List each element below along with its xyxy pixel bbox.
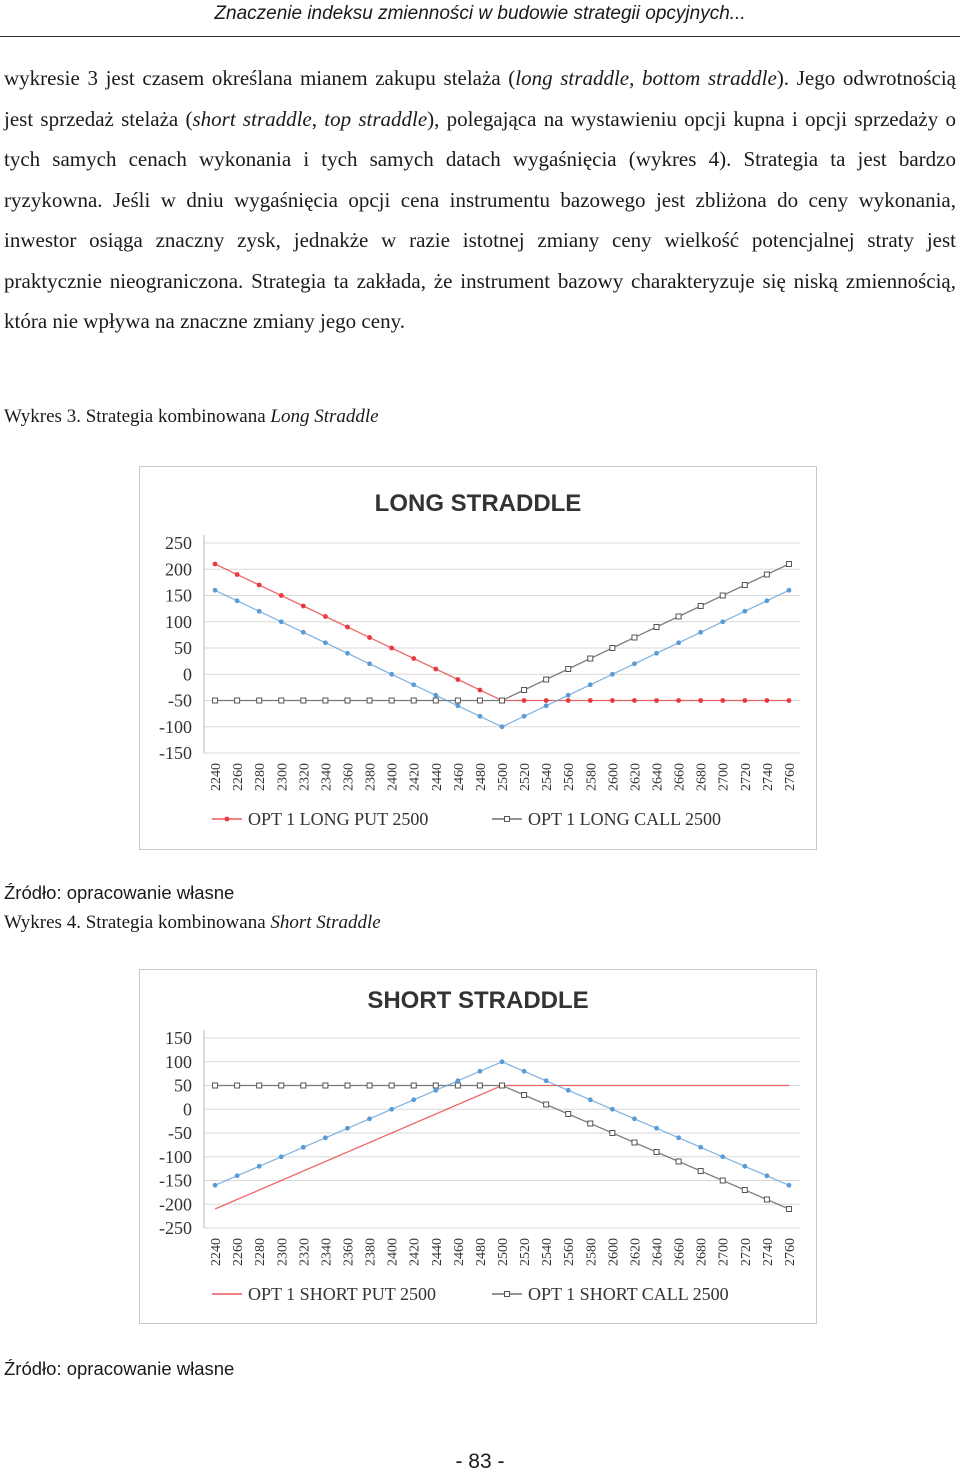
x-tick-label: 2560	[562, 763, 578, 791]
y-tick-label: -150	[159, 743, 192, 763]
data-point	[433, 667, 438, 672]
data-point	[213, 562, 218, 567]
body-text-italic-3: top straddle	[324, 106, 428, 131]
data-point	[742, 1188, 747, 1193]
x-tick-label: 2400	[385, 763, 401, 791]
x-tick-label: 2300	[275, 763, 291, 791]
legend-label: OPT 1 SHORT PUT 2500	[248, 1284, 436, 1304]
data-point	[764, 1197, 769, 1202]
data-point	[676, 1159, 681, 1164]
legend-marker	[505, 817, 510, 822]
y-tick-label: 200	[165, 559, 192, 580]
y-tick-label: 50	[174, 1075, 192, 1096]
x-tick-label: 2320	[297, 1238, 313, 1266]
x-tick-label: 2360	[341, 763, 357, 791]
data-point	[500, 698, 505, 703]
data-point	[676, 614, 681, 619]
data-point	[279, 619, 284, 624]
data-point	[610, 698, 615, 703]
data-point	[786, 562, 791, 567]
x-tick-label: 2360	[341, 1238, 357, 1266]
data-point	[588, 1097, 593, 1102]
data-point	[610, 646, 615, 651]
y-tick-label: -50	[168, 1123, 192, 1143]
data-point	[323, 698, 328, 703]
chart-title: LONG STRADDLE	[374, 490, 582, 517]
data-point	[544, 1078, 549, 1083]
data-point	[345, 651, 350, 656]
y-tick-label: 0	[183, 1099, 192, 1120]
x-tick-label: 2660	[672, 763, 688, 791]
data-point	[411, 1097, 416, 1102]
x-tick-label: 2680	[694, 763, 710, 791]
body-text-4: ), polegająca na wystawieniu opcji kupna i opcji sprzedaży o tych samych cenach wykonania i tych samych datach wygaśnięcia (wykres 4). Strategia ta jest bardzo ryzykowna. Jeśli w dniu wygaśnięcia opcji cena instrumentu bazowego jest zbliżona do ceny wykonania, inwestor osiąga znaczny zysk, jednakże w razie istotnej zmiany ceny wielkość potencjalnej straty jest praktycznie nieograniczona. Strategia ta zakłada, że instrument bazowy charakteryzuje się niską zmiennością, która nie wpływa na znaczne zmiany jego ceny.	[4, 106, 956, 333]
data-point	[323, 1135, 328, 1140]
data-point	[698, 1169, 703, 1174]
data-point	[478, 688, 483, 693]
data-point	[654, 1150, 659, 1155]
data-point	[257, 698, 262, 703]
long-straddle-chart	[139, 466, 817, 850]
x-tick-label: 2320	[297, 763, 313, 791]
data-point	[367, 1083, 372, 1088]
data-point	[389, 672, 394, 677]
x-tick-label: 2260	[231, 1238, 247, 1266]
x-tick-label: 2560	[562, 1238, 578, 1266]
data-point	[345, 625, 350, 630]
data-point	[433, 1083, 438, 1088]
data-point	[367, 698, 372, 703]
data-point	[787, 1183, 792, 1188]
data-point	[742, 1164, 747, 1169]
x-tick-label: 2740	[760, 763, 776, 791]
body-text-italic-2: short straddle	[192, 106, 312, 131]
series-line-2	[215, 1062, 789, 1186]
x-tick-label: 2480	[473, 763, 489, 791]
series-line-2	[215, 590, 789, 727]
data-point	[433, 698, 438, 703]
y-tick-label: 100	[165, 611, 192, 632]
data-point	[544, 698, 549, 703]
data-point	[477, 698, 482, 703]
legend-label: OPT 1 SHORT CALL 2500	[528, 1284, 729, 1304]
x-tick-label: 2640	[650, 1238, 666, 1266]
y-tick-label: -150	[159, 1170, 192, 1191]
data-point	[301, 604, 306, 609]
y-tick-label: 0	[183, 664, 192, 685]
data-point	[301, 1083, 306, 1088]
header-rule	[0, 36, 960, 37]
data-point	[478, 714, 483, 719]
data-point	[522, 1069, 527, 1074]
data-point	[257, 1164, 262, 1169]
data-point	[411, 682, 416, 687]
data-point	[345, 1083, 350, 1088]
data-point	[367, 661, 372, 666]
data-point	[676, 698, 681, 703]
long-straddle-chart-svg	[140, 467, 816, 849]
x-tick-label: 2620	[628, 1238, 644, 1266]
x-tick-label: 2460	[451, 763, 467, 791]
legend-marker	[505, 1292, 510, 1297]
data-point	[455, 1078, 460, 1083]
x-tick-label: 2460	[451, 1238, 467, 1266]
legend-marker	[225, 817, 230, 822]
data-point	[301, 630, 306, 635]
short-straddle-chart-svg	[140, 970, 816, 1323]
data-point	[433, 1088, 438, 1093]
body-paragraph	[4, 58, 956, 342]
data-point	[610, 672, 615, 677]
data-point	[654, 698, 659, 703]
x-tick-label: 2600	[606, 1238, 622, 1266]
data-point	[588, 682, 593, 687]
data-point	[632, 635, 637, 640]
data-point	[764, 598, 769, 603]
body-text-3: ,	[311, 106, 325, 131]
data-point	[720, 619, 725, 624]
data-point	[213, 1183, 218, 1188]
data-point	[588, 1121, 593, 1126]
data-point	[389, 698, 394, 703]
x-tick-label: 2380	[363, 1238, 379, 1266]
data-point	[522, 1093, 527, 1098]
data-point	[478, 1069, 483, 1074]
figure-4-source: Źródło: opracowanie własne	[4, 1358, 235, 1379]
x-tick-label: 2280	[253, 763, 269, 791]
data-point	[632, 698, 637, 703]
x-tick-label: 2620	[628, 763, 644, 791]
x-tick-label: 2480	[473, 1238, 489, 1266]
data-point	[257, 609, 262, 614]
data-point	[235, 572, 240, 577]
data-point	[389, 1107, 394, 1112]
data-point	[301, 1145, 306, 1150]
data-point	[764, 698, 769, 703]
data-point	[213, 588, 218, 593]
data-point	[676, 1135, 681, 1140]
data-point	[522, 698, 527, 703]
x-tick-label: 2520	[518, 763, 534, 791]
x-tick-label: 2600	[606, 763, 622, 791]
y-tick-label: -200	[159, 1194, 192, 1215]
data-point	[389, 646, 394, 651]
y-tick-label: 100	[165, 1051, 192, 1072]
figure-3-caption	[4, 406, 379, 428]
x-tick-label: 2720	[738, 1238, 754, 1266]
y-tick-label: 50	[174, 638, 192, 658]
data-point	[632, 1116, 637, 1121]
body-text-2: ). Jego odwrotnością jest sprzedaż stelaża (	[4, 66, 956, 131]
data-point	[654, 651, 659, 656]
chart-title: SHORT STRADDLE	[367, 987, 589, 1014]
x-tick-label: 2500	[496, 763, 511, 791]
x-tick-label: 2280	[253, 1238, 269, 1266]
figure-3-source: Źródło: opracowanie własne	[4, 882, 235, 903]
y-tick-label: 150	[165, 585, 192, 606]
figure-3-caption-prefix: Wykres 3. Strategia kombinowana	[4, 406, 271, 427]
data-point	[698, 630, 703, 635]
data-point	[455, 698, 460, 703]
x-tick-label: 2700	[716, 1238, 732, 1266]
x-tick-label: 2760	[782, 763, 798, 791]
x-tick-label: 2240	[209, 763, 225, 791]
running-header: Znaczenie indeksu zmienności w budowie strategii opcyjnych...	[214, 3, 746, 24]
data-point	[786, 1207, 791, 1212]
data-point	[235, 698, 240, 703]
x-tick-label: 2580	[584, 1238, 600, 1266]
data-point	[411, 1083, 416, 1088]
y-tick-label: -100	[159, 1146, 192, 1167]
x-tick-label: 2400	[385, 1238, 401, 1266]
data-point	[367, 635, 372, 640]
data-point	[544, 677, 549, 682]
data-point	[257, 1083, 262, 1088]
data-point	[654, 625, 659, 630]
data-point	[279, 1083, 284, 1088]
x-tick-label: 2420	[407, 1238, 423, 1266]
x-tick-label: 2760	[782, 1238, 798, 1266]
data-point	[588, 698, 593, 703]
data-point	[544, 1102, 549, 1107]
x-tick-label: 2580	[584, 763, 600, 791]
x-tick-label: 2260	[231, 763, 247, 791]
data-point	[345, 698, 350, 703]
data-point	[323, 640, 328, 645]
data-point	[742, 698, 747, 703]
data-point	[787, 698, 792, 703]
data-point	[676, 640, 681, 645]
data-point	[455, 703, 460, 708]
body-text-italic-1: long straddle, bottom straddle	[515, 66, 777, 90]
data-point	[698, 604, 703, 609]
data-point	[477, 1083, 482, 1088]
data-point	[301, 698, 306, 703]
data-point	[566, 667, 571, 672]
y-tick-label: -250	[159, 1218, 192, 1238]
data-point	[323, 1083, 328, 1088]
data-point	[698, 698, 703, 703]
x-tick-label: 2440	[429, 1238, 445, 1266]
data-point	[235, 1083, 240, 1088]
data-point	[367, 1116, 372, 1121]
data-point	[588, 656, 593, 661]
x-tick-label: 2420	[407, 763, 423, 791]
data-point	[632, 661, 637, 666]
data-point	[213, 698, 218, 703]
data-point	[257, 583, 262, 588]
data-point	[698, 1145, 703, 1150]
x-tick-label: 2500	[496, 1238, 511, 1266]
data-point	[720, 698, 725, 703]
data-point	[566, 693, 571, 698]
data-point	[566, 698, 571, 703]
data-point	[720, 1154, 725, 1159]
x-tick-label: 2740	[760, 1238, 776, 1266]
data-point	[566, 1088, 571, 1093]
data-point	[235, 598, 240, 603]
data-point	[323, 614, 328, 619]
x-tick-label: 2540	[540, 1238, 556, 1266]
data-point	[500, 724, 505, 729]
x-tick-label: 2640	[650, 763, 666, 791]
data-point	[787, 588, 792, 593]
data-point	[213, 1083, 218, 1088]
x-tick-label: 2520	[518, 1238, 534, 1266]
x-tick-label: 2700	[716, 763, 732, 791]
figure-4-caption-italic: Short Straddle	[270, 912, 381, 933]
x-tick-label: 2540	[540, 763, 556, 791]
y-tick-label: -100	[159, 716, 192, 737]
data-point	[522, 714, 527, 719]
data-point	[235, 1173, 240, 1178]
data-point	[279, 698, 284, 703]
figure-4-caption	[4, 912, 381, 934]
data-point	[279, 1154, 284, 1159]
data-point	[411, 698, 416, 703]
data-point	[610, 1131, 615, 1136]
data-point	[500, 1059, 505, 1064]
figure-3-caption-italic: Long Straddle	[270, 406, 379, 427]
x-tick-label: 2340	[319, 763, 335, 791]
x-tick-label: 2440	[429, 763, 445, 791]
data-point	[433, 693, 438, 698]
data-point	[764, 572, 769, 577]
x-tick-label: 2720	[738, 763, 754, 791]
legend-label: OPT 1 LONG PUT 2500	[248, 809, 429, 829]
y-tick-label: 150	[165, 1028, 192, 1048]
data-point	[522, 688, 527, 693]
data-point	[389, 1083, 394, 1088]
data-point	[500, 1083, 505, 1088]
data-point	[764, 1173, 769, 1178]
data-point	[566, 1112, 571, 1117]
data-point	[455, 1083, 460, 1088]
data-point	[720, 1178, 725, 1183]
figure-4-caption-prefix: Wykres 4. Strategia kombinowana	[4, 912, 271, 933]
data-point	[345, 1126, 350, 1131]
data-point	[632, 1140, 637, 1145]
short-straddle-chart	[139, 969, 817, 1324]
data-point	[279, 593, 284, 598]
body-text-1: wykresie 3 jest czasem określana mianem zakupu stelaża (	[4, 66, 516, 90]
x-tick-label: 2340	[319, 1238, 335, 1266]
x-tick-label: 2300	[275, 1238, 291, 1266]
data-point	[544, 703, 549, 708]
data-point	[455, 677, 460, 682]
data-point	[742, 609, 747, 614]
y-tick-label: 250	[165, 533, 192, 553]
data-point	[411, 656, 416, 661]
x-tick-label: 2380	[363, 763, 379, 791]
x-tick-label: 2240	[209, 1238, 225, 1266]
page-number: - 83 -	[455, 1450, 505, 1473]
x-tick-label: 2680	[694, 1238, 710, 1266]
data-point	[610, 1107, 615, 1112]
x-tick-label: 2660	[672, 1238, 688, 1266]
legend-label: OPT 1 LONG CALL 2500	[528, 809, 721, 829]
data-point	[742, 583, 747, 588]
y-tick-label: -50	[168, 690, 192, 711]
data-point	[654, 1126, 659, 1131]
data-point	[720, 593, 725, 598]
